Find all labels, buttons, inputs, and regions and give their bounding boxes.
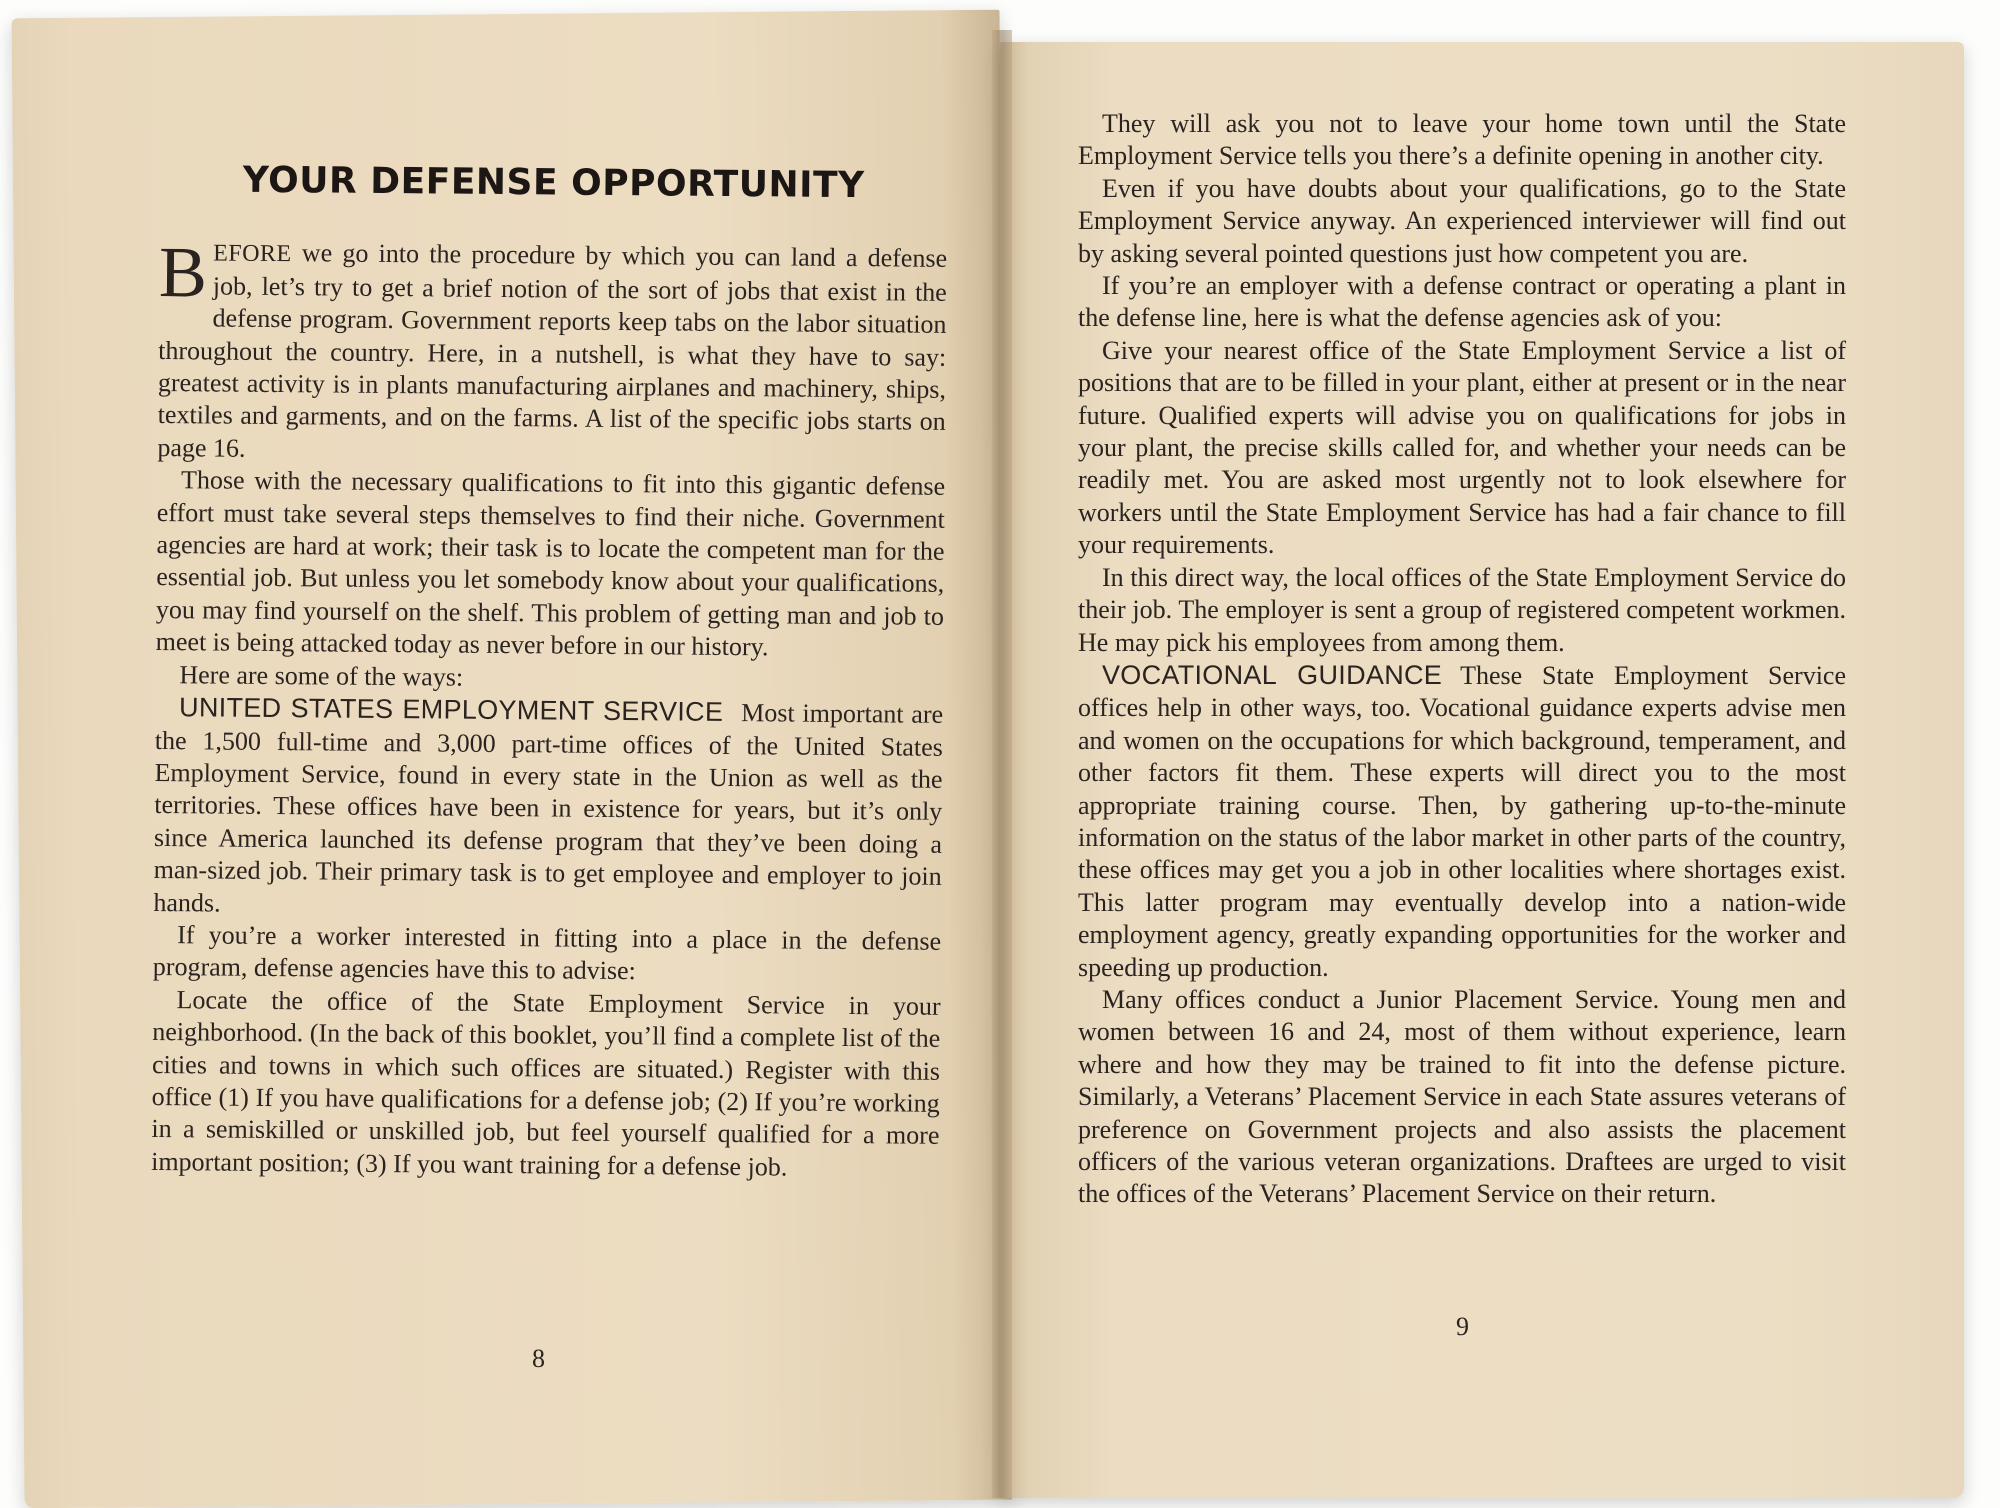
right-page-text (1078, 108, 1846, 1211)
paragraph: If you’re a worker interested in fitting into a place in the defense program, defense agencies have this to advise: (152, 920, 942, 986)
section-usesf (153, 691, 943, 926)
booklet-spine (992, 30, 1012, 1498)
page-number-left: 8 (532, 1344, 545, 1373)
paragraph: Give your nearest office of the State Employment Service a list of positions that are to be filled in your plant, either at present or in the near future. Qualified experts will advise you on qualifications for jobs in your plant, the precise skills called for, and whether your needs can be readily met. You are asked most urgently not to look elsewhere for workers until the State Employment Service has had a fair chance to fill your requirements. (1078, 335, 1846, 560)
paragraph: They will ask you not to leave your home town until the State Employment Service tells you there’s a definite opening in another city. (1078, 109, 1846, 171)
paragraph: Even if you have doubts about your qualifications, go to the State Employment Service anyway. An experienced interviewer will find out by asking several pointed questions just how competent you are. (1078, 173, 1846, 268)
page-number-right: 9 (1456, 1312, 1469, 1341)
section-text: Most important are the 1,500 full-time and 3,000 part-time offices of the United States Employment Service, found in every state in the Union as well as the territories. These offices have been in existence for years, but it’s only since America launched its defense program that they’ve been doing a man-sized job. Their primary task is to get employee and employer to join hands. (153, 698, 944, 918)
intro-smallcaps: EFORE (213, 240, 292, 268)
intro-text: we go into the procedure by which you can land a defense job, let’s try to get a brief notion of the sort of jobs that exist in the defense program. Government reports keep tabs on the labor situation throughout the country. Here, in a nutshell, is what they have to say: greatest activity is in plants manufacturing airplanes and machinery, ships, textiles and garments, and on the farms. A list of the specific jobs starts on page 16. (157, 238, 948, 463)
paragraph: Here are some of the ways: (179, 659, 464, 692)
section-vocational-guidance (1078, 659, 1846, 984)
paragraph: Locate the office of the State Employment Service in your neighborhood. (In the back of this booklet, you’ll find a complete list of the cities and towns in which such offices are situated.) Register with this office (1) If you have qualifications for a defense job; (2) If you’re working in a semiskilled or unskilled job, but feel yourself qualified for a more important position; (3) If you want training for a defense job. (151, 984, 941, 1182)
paragraph: Many offices conduct a Junior Placement Service. Young men and women between 16 and 24, most of them without experience, learn where and how they may be trained to fit into the defense picture. Similarly, a Veterans’ Placement Service in each State assures veterans of preference on Government projects and also assists the placement officers of the various veteran organizations. Draftees are urged to visit the offices of the Veterans’ Placement Service on their return. (1078, 984, 1846, 1209)
paragraph: If you’re an employer with a defense contract or operating a plant in the defense line, here is what the defense agencies ask of you: (1078, 271, 1846, 333)
paragraph: Those with the necessary qualifications to fit into this gigantic defense effort must take several steps themselves to find their niche. Government agencies are hard at work; their task is to locate the competent man for the essential job. But unless you let somebody know about your qualifications, you may find yourself on the shelf. This problem of getting man and job to meet is being attacked today as never before in our history. (155, 465, 946, 662)
section-heading: UNITED STATES EMPLOYMENT SERVICE (179, 692, 724, 728)
intro-paragraph (157, 232, 948, 471)
paragraph: In this direct way, the local offices of the State Employment Service do their job. The employer is sent a group of registered competent workmen. He may pick his employees from among them. (1078, 562, 1846, 657)
drop-cap: B (158, 232, 208, 313)
left-page-text (151, 150, 948, 1185)
section-text: These State Employment Service offices help in other ways, too. Vocational guidance experts advise men and women on the occupations for which background, temperament, and other factors fit them. These experts will direct you to the most appropriate training course. Then, by gathering up-to-the-minute information on the status of the labor market in other parts of the country, these offices may get you a job in other localities where shortages exist. This latter program may eventually develop into a nation-wide employment agency, greatly expanding opportunities for the worker and speeding up production. (1078, 660, 1846, 982)
section-heading: VOCATIONAL GUIDANCE (1102, 659, 1443, 690)
page-title: YOUR DEFENSE OPPORTUNITY (242, 159, 865, 207)
